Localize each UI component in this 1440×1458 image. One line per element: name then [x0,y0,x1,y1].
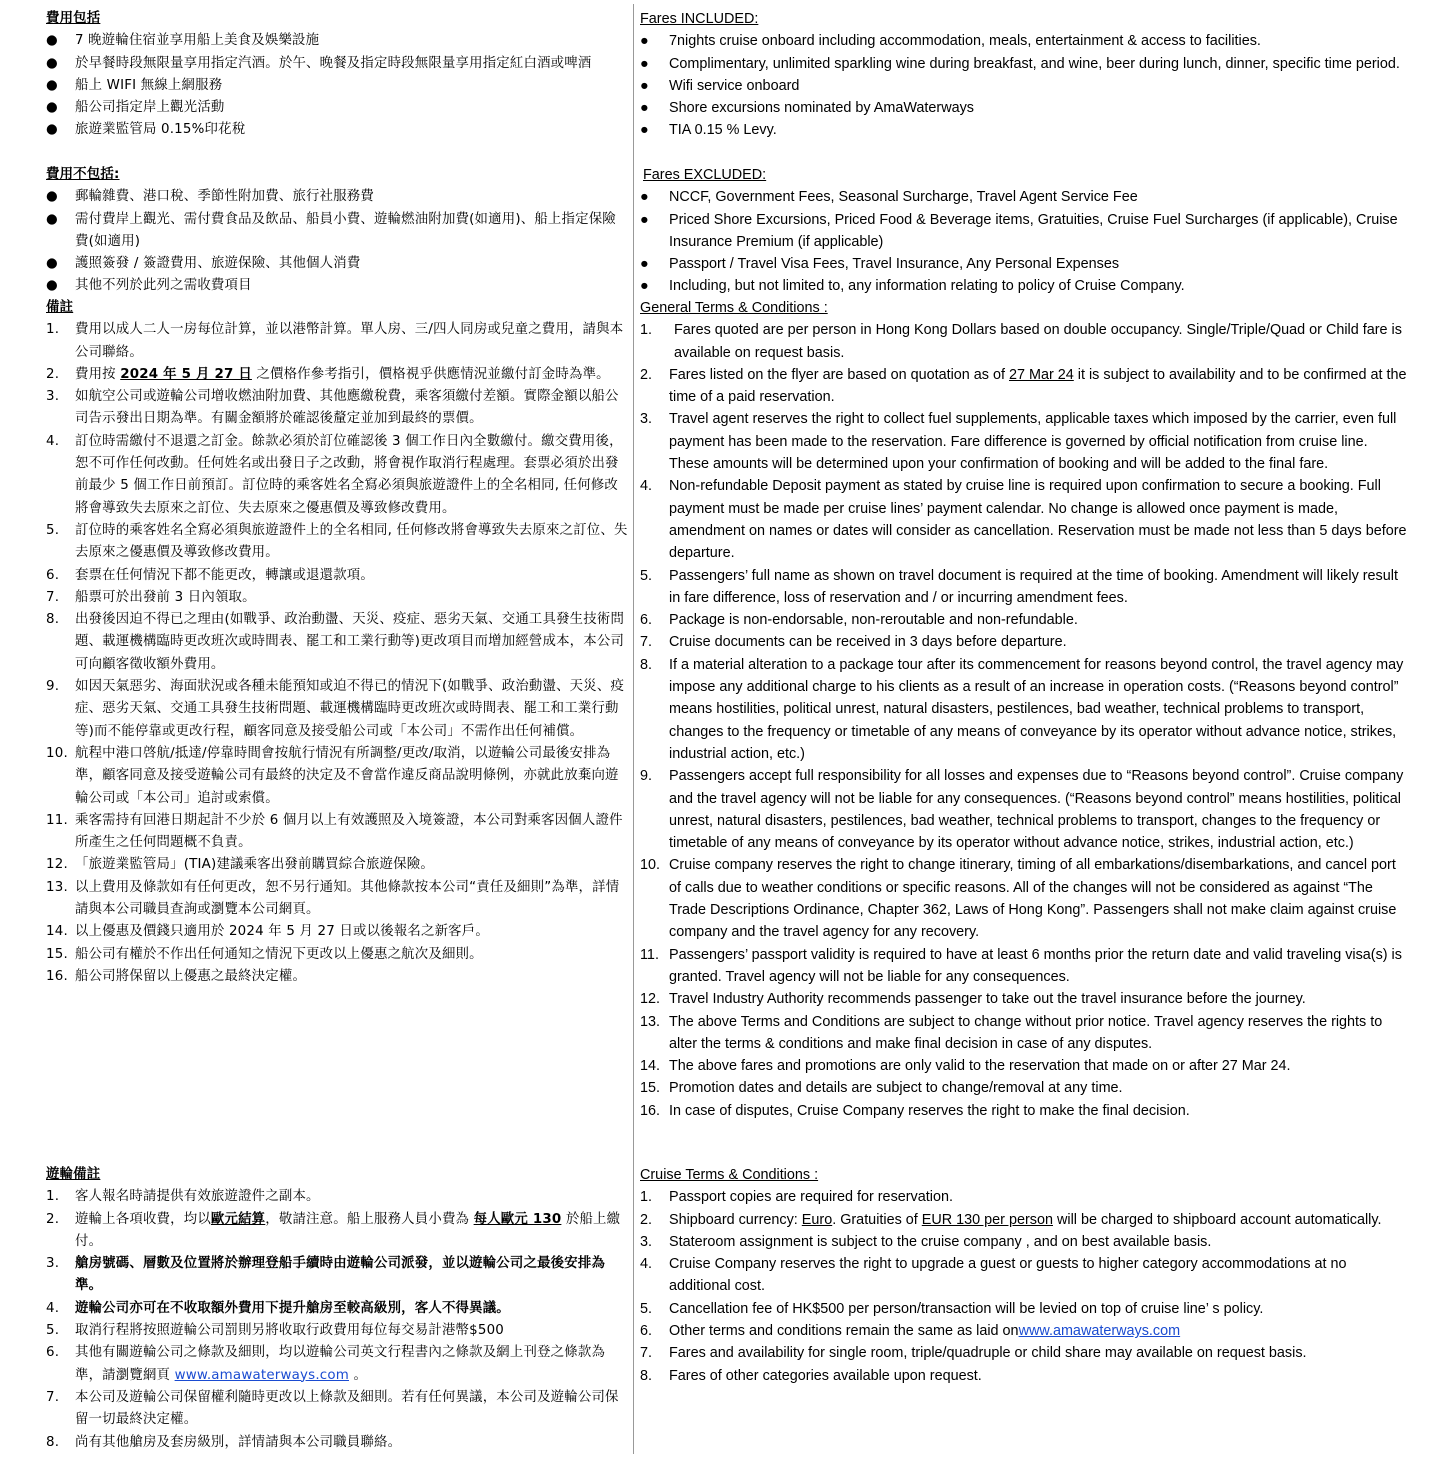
list-item: ● Complimentary, unlimited sparkling wine during breakfast, and wine, beer during lunch, dinner, specific time period. [640,53,1410,75]
list-item: 8. 出發後因迫不得已之理由(如戰爭、政治動盪、天災、疫症、惡劣天氣、交通工具發生技術問題、載運機構臨時更改班次或時間表、罷工和工業行動等)更改項目而增加經營成本，本公司可向顧客徵收額外費用。 [46,609,628,676]
item-number: 14. [46,924,68,940]
bullet-icon: ● [640,189,649,206]
list-item: 6. 套票在任何情況下都不能更改，轉讓或退還款項。 [46,565,628,587]
item-number: 1. [640,322,653,339]
list-item: ● Shore excursions nominated by AmaWaterways [640,97,1410,119]
price-date: 2024 年 5 月 27 日 [120,366,252,382]
item-number: 4. [640,478,653,495]
list-item: 2. 費用按 2024 年 5 月 27 日 之價格作參考指引，價格視乎供應情況並繳付訂金時為準。 [46,364,628,386]
list-item: 1. Passport copies are required for reservation. [640,1186,1410,1208]
list-item: 9. 如因天氣惡劣、海面狀況或各種未能預知或迫不得已的情況下(如戰爭、政治動盪、天災、疫症、惡劣天氣、交通工具發生技術問題、載運機構臨時更改班次或時間表、罷工和工業行動等)而不能停靠或更改行程，顧客同意及接受船公司或「本公司」不需作出任何補償。 [46,676,628,743]
list-item: ● 旅遊業監管局 0.15%印花稅 [46,119,628,141]
item-number: 7. [640,1345,653,1362]
item-number: 1. [46,322,60,338]
list-item: 4. Cruise Company reserves the right to upgrade a guest or guests to higher category accommodations at no additional cost. [640,1253,1410,1298]
list-item: 7. Fares and availability for single room, triple/quadruple or child share may available on request basis. [640,1342,1410,1364]
list-item: 4. 訂位時需繳付不退還之訂金。餘款必須於訂位確認後 3 個工作日內全數繳付。繳交費用後，恕不可作任何改動。任何姓名或出發日子之改動，將會視作取消行程處理。套票必須於出發前最少 5 個工作日前預訂。訂位時的乘客姓名全寫必須與旅遊證件上的全名相同, 任何修改將會導致失去原來之訂位、失去原來之優惠價及導致修改費用。 [46,431,628,520]
list-item: 5. Passengers’ full name as shown on travel document is required at the time of booking. Amendment will likely result in fare difference, loss of reservation and / or incurring amendment fees. [640,565,1410,610]
zh-cruise-heading: 遊輪備註 [46,1167,101,1182]
list-item: ● 郵輪雜費、港口稅、季節性附加費、旅行社服務費 [46,186,628,208]
list-item: 13. The above Terms and Conditions are subject to change without prior notice. Travel agency reserves the rights to alter the terms & conditions and make final decision in case of any disputes. [640,1011,1410,1056]
list-item: 4. Non-refundable Deposit payment as stated by cruise line is required upon confirmation to secure a booking. Full payment must be made per cruise lines’ payment calendar. No change is allowed once payment is made, amendment on names or dates will consider as cancellation. Reservation must be made not less than 5 days before departure. [640,475,1410,564]
item-number: 16. [640,1102,661,1119]
item-number: 7. [46,589,60,605]
item-number: 9. [640,768,653,785]
list-item: ● 7 晚遊輪住宿並享用船上美食及娛樂設施 [46,30,628,52]
list-item: 16. 船公司將保留以上優惠之最終決定權。 [46,966,628,988]
list-item: 15. Promotion dates and details are subject to change/removal at any time. [640,1077,1410,1099]
item-number: 14. [640,1058,661,1075]
bullet-icon: ● [46,55,58,71]
list-item: 10. 航程中港口啓航/抵達/停靠時間會按航行情況有所調整/更改/取消，以遊輪公司最後安排為準，顧客同意及接受遊輪公司有最終的決定及不會當作違反商品說明條例，亦就此放棄向遊輪公司或「本公司」追討或索償。 [46,743,628,810]
list-item: 6. 其他有關遊輪公司之條款及細則，均以遊輪公司英文行程書內之條款及網上刊登之條款為準，請瀏覽網頁 www.amawaterways.com 。 [46,1342,628,1387]
list-item: 2. Shipboard currency: Euro. Gratuities of EUR 130 per person will be charged to shipboard account automatically. [640,1209,1410,1231]
bullet-icon: ● [640,55,649,72]
amawaterways-link[interactable]: www.amawaterways.com [1018,1323,1181,1340]
en-cruise-section [640,1164,1410,1387]
zh-included-section [46,8,628,142]
list-item: ● 於早餐時段無限量享用指定汽酒。於午、晚餐及指定時段無限量享用指定紅白酒或啤酒 [46,53,628,75]
list-item: ● 護照簽發 / 簽證費用、旅遊保險、其他個人消費 [46,253,628,275]
list-item: 1. 費用以成人二人一房每位計算，並以港幣計算。單人房、三/四人同房或兒童之費用，請與本公司聯絡。 [46,319,628,364]
item-number: 9. [46,679,60,695]
list-item: 6. Package is non-endorsable, non-reroutable and non-refundable. [640,609,1410,631]
list-item: 8. 尚有其他艙房及套房級別，詳情請與本公司職員聯絡。 [46,1432,628,1454]
en-general-heading: General Terms & Conditions : [640,300,828,316]
bullet-icon: ● [640,211,649,228]
list-item: ● Priced Shore Excursions, Priced Food & Beverage items, Gratuities, Cruise Fuel Surcharges (if applicable), Cruise Insurance Premium (if applicable) [640,209,1410,254]
item-number: 7. [46,1389,60,1405]
bullet-icon: ● [46,100,58,116]
bullet-icon: ● [640,33,649,50]
list-item: ● TIA 0.15 % Levy. [640,119,1410,141]
list-item: 6. Other terms and conditions remain the same as laid onwww.amawaterways.com [640,1320,1410,1342]
item-number: 5. [640,567,653,584]
zh-cruise-section [46,1164,628,1454]
item-number: 6. [46,567,60,583]
item-number: 1. [46,1189,60,1205]
list-item: ● 7nights cruise onboard including accommodation, meals, entertainment & access to facilities. [640,30,1410,52]
list-item: 4. 遊輪公司亦可在不收取額外費用下提升艙房至較高級別，客人不得異議。 [46,1298,628,1320]
list-item: 1. Fares quoted are per person in Hong Kong Dollars based on double occupancy. Single/Triple/Quad or Child fare is available on request basis. [640,319,1410,364]
list-item: 5. 訂位時的乘客姓名全寫必須與旅遊證件上的全名相同, 任何修改將會導致失去原來之訂位、失去原來之優惠價及導致修改費用。 [46,520,628,565]
list-item: 12. 「旅遊業監管局」(TIA)建議乘客出發前購買綜合旅遊保險。 [46,854,628,876]
item-number: 13. [46,879,68,895]
list-item: 3. Travel agent reserves the right to collect fuel supplements, applicable taxes which imposed by the carrier, even full payment has been made to the reservation. Fare difference is governed by official notification from cruise line. These amounts will be determined upon your confirmation of booking and will be added to the final fare. [640,408,1410,475]
list-item: 11. Passengers’ passport validity is required to have at least 6 months prior the return date and valid traveling visa(s) is granted. Travel agency will not be liable for any consequences. [640,944,1410,989]
list-item: 5. 取消行程將按照遊輪公司罰則另將收取行政費用每位每交易計港幣$500 [46,1320,628,1342]
list-item: ● Including, but not limited to, any information relating to policy of Cruise Company. [640,275,1410,297]
item-number: 15. [640,1080,661,1097]
list-item: 7. Cruise documents can be received in 3 days before departure. [640,631,1410,653]
list-item: 3. 艙房號碼、層數及位置將於辦理登船手續時由遊輪公司派發，並以遊輪公司之最後安排為準。 [46,1253,628,1298]
zh-notes-heading: 備註 [46,300,74,315]
list-item: 7. 船票可於出發前 3 日內領取。 [46,587,628,609]
item-number: 8. [46,612,60,628]
item-number: 5. [640,1300,653,1317]
list-item: ● 需付費岸上觀光、需付費食品及飲品、船員小費、遊輪燃油附加費(如適用)、船上指定保險費(如適用) [46,209,628,254]
bullet-icon: ● [640,100,649,117]
list-item: 7. 本公司及遊輪公司保留權利隨時更改以上條款及細則。若有任何異議，本公司及遊輪公司保留一切最終決定權。 [46,1387,628,1432]
item-number: 16. [46,968,68,984]
item-number: 2. [640,366,653,383]
list-item: 8. Fares of other categories available upon request. [640,1365,1410,1387]
zh-excluded-heading: 費用不包括: [46,167,120,182]
bullet-icon: ● [46,278,58,294]
zh-notes-section [46,297,628,988]
bullet-icon: ● [46,189,58,205]
list-item: 15. 船公司有權於不作出任何通知之情況下更改以上優惠之航次及細則。 [46,944,628,966]
item-number: 13. [640,1013,661,1030]
list-item: 5. Cancellation fee of HK$500 per person/transaction will be levied on top of cruise line’ s policy. [640,1298,1410,1320]
item-number: 12. [46,857,68,873]
zh-excluded-section [46,164,628,298]
zh-included-heading: 費用包括 [46,11,101,26]
bullet-icon: ● [46,211,58,227]
en-included-heading: Fares INCLUDED: [640,11,759,27]
list-item: 12. Travel Industry Authority recommends passenger to take out the travel insurance before the journey. [640,988,1410,1010]
item-number: 7. [640,634,653,651]
list-item: 11. 乘客需持有回港日期起計不少於 6 個月以上有效護照及入境簽證，本公司對乘客因個人證件所產生之任何問題概不負責。 [46,810,628,855]
item-number: 6. [46,1345,60,1361]
item-number: 11. [46,812,68,828]
list-item: 2. 遊輪上各項收費，均以歐元結算，敬請注意。船上服務人員小費為 每人歐元 130 於船上繳付。 [46,1209,628,1254]
item-number: 5. [46,1323,60,1339]
bullet-icon: ● [46,122,58,138]
list-item: 2. Fares listed on the flyer are based on quotation as of 27 Mar 24 it is subject to availability and to be confirmed at the time of a paid reservation. [640,364,1410,409]
bullet-icon: ● [46,33,58,49]
en-cruise-heading: Cruise Terms & Conditions : [640,1167,819,1183]
column-divider [633,4,634,1454]
en-excluded-section [640,164,1410,298]
item-number: 12. [640,991,661,1008]
item-number: 2. [46,1211,60,1227]
item-number: 3. [640,1233,653,1250]
item-number: 1. [640,1189,653,1206]
en-included-section [640,8,1410,142]
item-number: 2. [640,1211,653,1228]
item-number: 8. [46,1434,60,1450]
item-number: 6. [640,612,653,629]
item-number: 3. [640,411,653,428]
list-item: ● 船公司指定岸上觀光活動 [46,97,628,119]
item-number: 10. [46,745,68,761]
list-item: 8. If a material alteration to a package tour after its commencement for reasons beyond control, the travel agency may impose any additional charge to his clients as a result of an increase in operation costs. (“Reasons beyond control” means hostilities, political unrest, natural disasters, pestilences, bad weather, technical problems to transport, changes to the frequency or timetable of any means of conveyance by its operator without advance notice, strikes, industrial action, etc.) [640,654,1410,765]
list-item: ● 其他不列於此列之需收費項目 [46,275,628,297]
item-number: 4. [46,433,60,449]
amawaterways-link[interactable]: www.amawaterways.com [174,1367,349,1383]
item-number: 4. [46,1300,60,1316]
item-number: 6. [640,1323,653,1340]
item-number: 15. [46,946,68,962]
bullet-icon: ● [46,256,58,272]
list-item: ● Wifi service onboard [640,75,1410,97]
quote-date: 27 Mar 24 [1009,366,1074,383]
bullet-icon: ● [640,122,649,139]
list-item: 14. 以上優惠及價錢只適用於 2024 年 5 月 27 日或以後報名之新客戶。 [46,921,628,943]
bullet-icon: ● [46,77,58,93]
item-number: 8. [640,1367,653,1384]
list-item: 13. 以上費用及條款如有任何更改，恕不另行通知。其他條款按本公司“責任及細則”為準，詳情請與本公司職員查詢或瀏覽本公司網頁。 [46,877,628,922]
list-item: ● 船上 WIFI 無線上網服務 [46,75,628,97]
list-item: 1. 客人報名時請提供有效旅遊證件之副本。 [46,1186,628,1208]
en-excluded-heading: Fares EXCLUDED: [643,167,767,183]
en-general-section [640,297,1410,1122]
bullet-icon: ● [640,77,649,94]
list-item: 14. The above fares and promotions are only valid to the reservation that made on or after 27 Mar 24. [640,1055,1410,1077]
list-item: 3. 如航空公司或遊輪公司增收燃油附加費、其他應繳稅費，乘客須繳付差額。實際金額以船公司告示發出日期為準。有關金額將於確認後釐定並加到最終的票價。 [46,386,628,431]
item-number: 8. [640,656,653,673]
item-number: 11. [640,946,659,963]
list-item: 16. In case of disputes, Cruise Company reserves the right to make the final decision. [640,1100,1410,1122]
bullet-icon: ● [640,256,649,273]
bullet-icon: ● [640,278,649,295]
item-number: 10. [640,857,661,874]
list-item: ● Passport / Travel Visa Fees, Travel Insurance, Any Personal Expenses [640,253,1410,275]
item-number: 3. [46,389,60,405]
list-item: ● NCCF, Government Fees, Seasonal Surcharge, Travel Agent Service Fee [640,186,1410,208]
item-number: 4. [640,1256,653,1273]
list-item: 9. Passengers accept full responsibility for all losses and expenses due to “Reasons beyond control”. Cruise company and the travel agency will not be liable for any consequences. (“Reasons beyond control” means hostilities, political unrest, natural disasters, pestilences, bad weather, technical problems to transport, changes to the frequency or timetable of any means of conveyance by its operator without advance notice, strikes, industrial action, etc.) [640,765,1410,854]
list-item: 10. Cruise company reserves the right to change itinerary, timing of all embarkations/disembarkations, and cancel port of calls due to weather conditions or specific reasons. All of the changes will not be considered as against “The Trade Descriptions Ordinance, Chapter 362, Laws of Hong Kong”. Passengers shall not make claim against cruise company and the travel agency for any recovery. [640,854,1410,943]
item-number: 2. [46,366,60,382]
item-number: 5. [46,522,60,538]
list-item: 3. Stateroom assignment is subject to the cruise company , and on best available basis. [640,1231,1410,1253]
item-number: 3. [46,1256,60,1272]
